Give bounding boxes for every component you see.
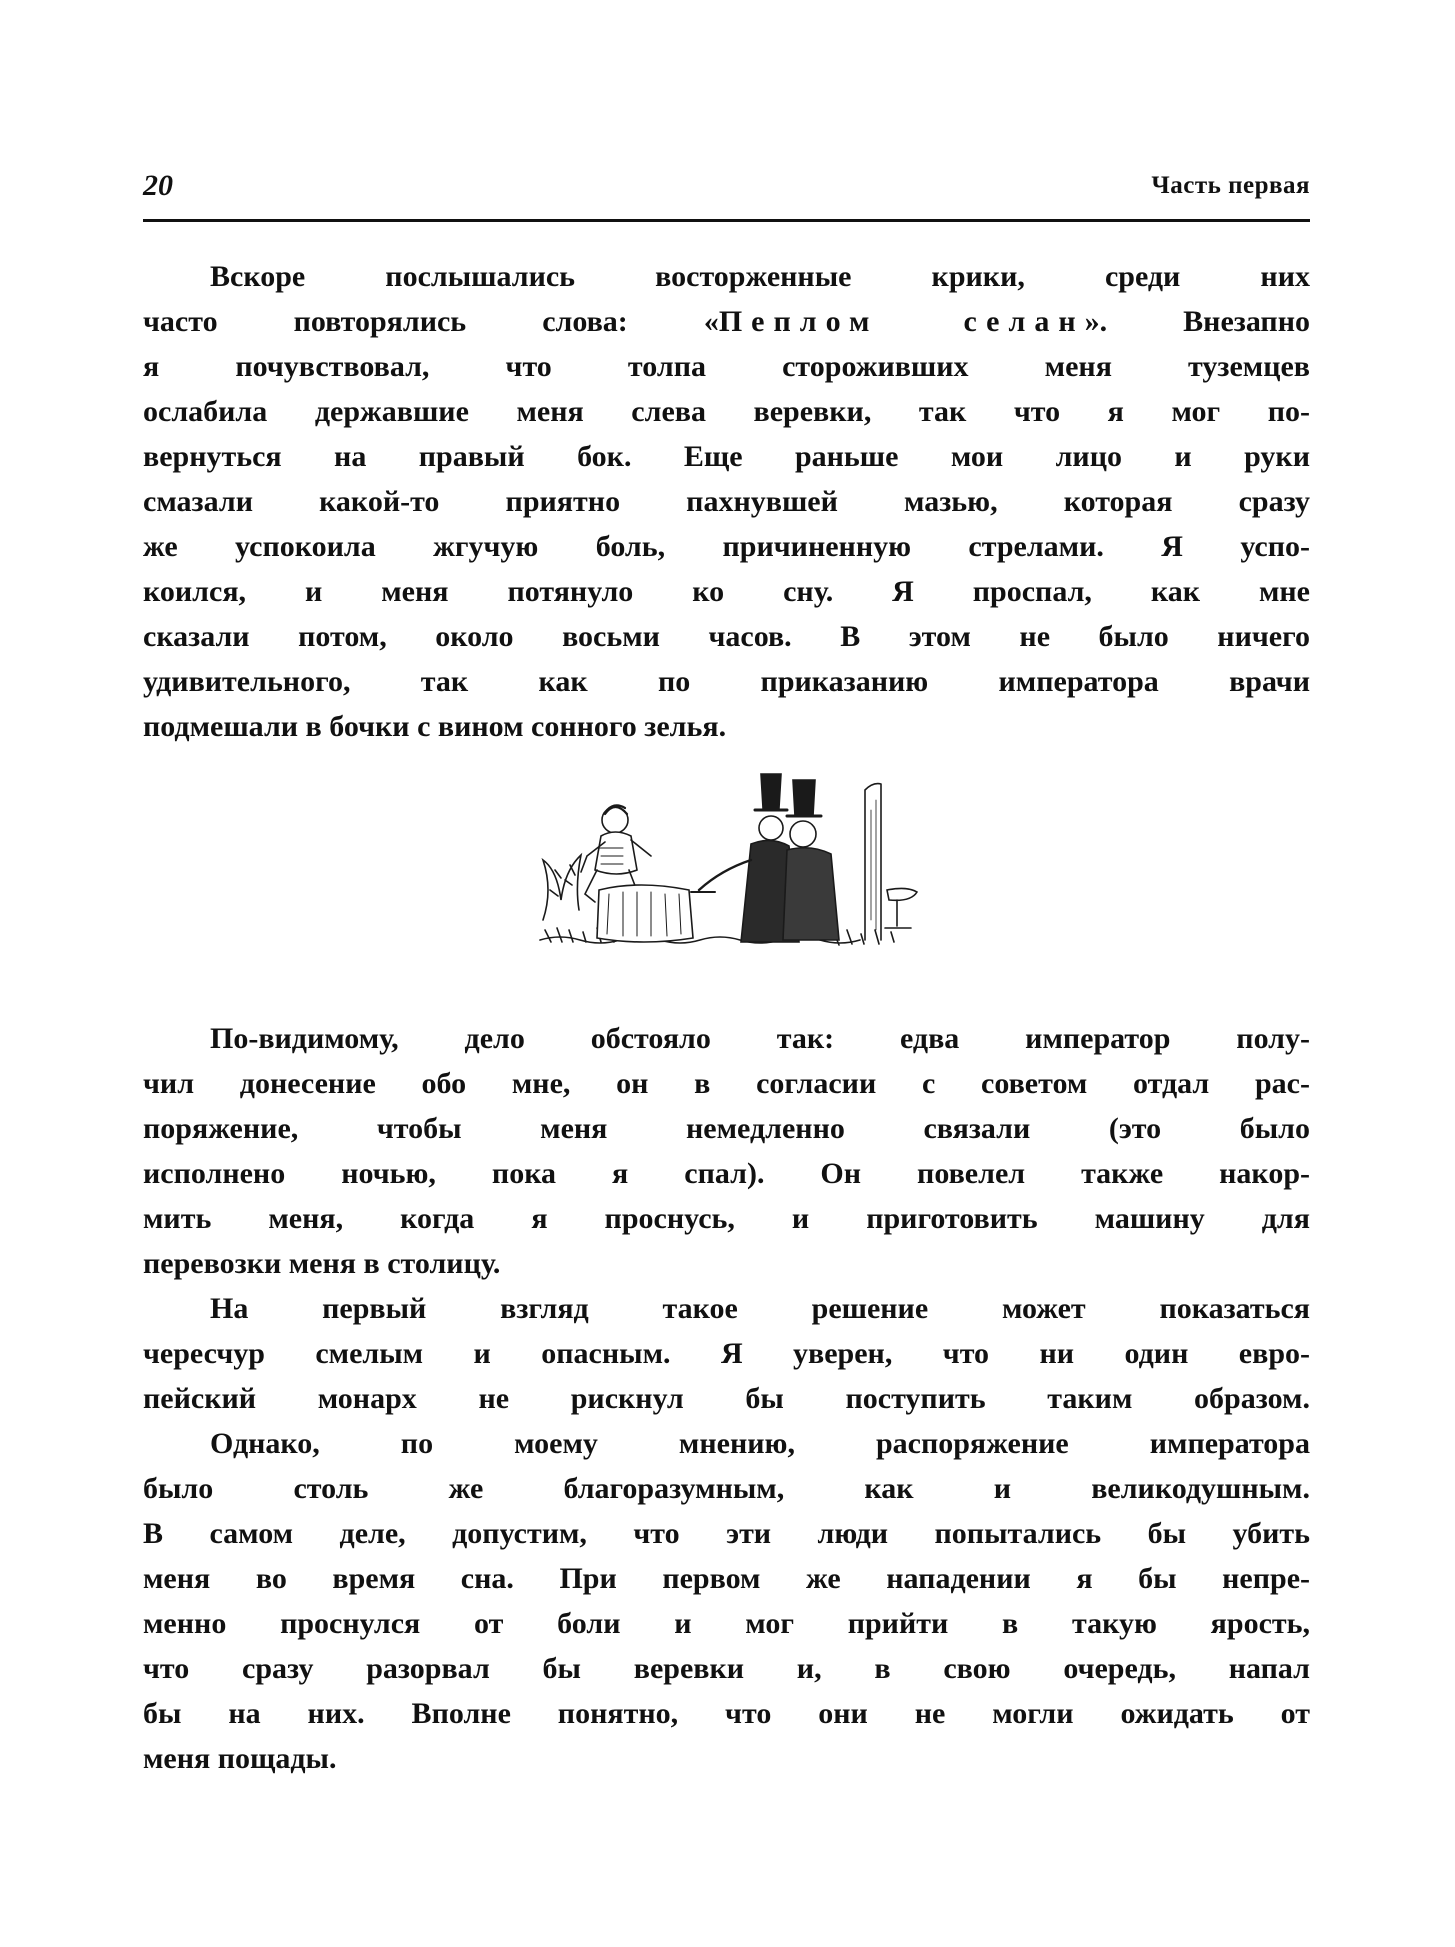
text-line: пейский монарх не рискнул бы поступить таким образом. bbox=[143, 1382, 1310, 1415]
text-line: чересчур смелым и опасным. Я уверен, что ни один евро- bbox=[143, 1337, 1310, 1370]
text-line: часто повторялись слова: «Пеплом селан». Внезапно bbox=[143, 305, 1310, 338]
text-line: чил донесение обо мне, он в согласии с советом отдал рас- bbox=[143, 1067, 1310, 1100]
text-line: В самом деле, допустим, что эти люди попытались бы убить bbox=[143, 1517, 1310, 1550]
text-line: На первый взгляд такое решение может показаться bbox=[210, 1292, 1310, 1325]
text-line: подмешали в бочки с вином сонного зелья. bbox=[143, 710, 727, 743]
text-line: бы на них. Вполне понятно, что они не могли ожидать от bbox=[143, 1697, 1310, 1730]
text-line: Однако, по моему мнению, распоряжение императора bbox=[210, 1427, 1310, 1460]
text-line: смазали какой-то приятно пахнувшей мазью, которая сразу bbox=[143, 485, 1310, 518]
text-line: По-видимому, дело обстояло так: едва император полу- bbox=[210, 1022, 1310, 1055]
text-line: перевозки меня в столицу. bbox=[143, 1247, 501, 1280]
spaced-phrase: Пеплом селан bbox=[718, 305, 1085, 338]
text-line: я почувствовал, что толпа стороживших меня туземцев bbox=[143, 350, 1310, 383]
text-line: коился, и меня потянуло ко сну. Я проспал, как мне bbox=[143, 575, 1310, 608]
text-line: же успокоила жгучую боль, причиненную стрелами. Я успо- bbox=[143, 530, 1310, 563]
paragraph-group bbox=[143, 1016, 1310, 1781]
text-line: поряжение, чтобы меня немедленно связали (это было bbox=[143, 1112, 1310, 1145]
running-title: Часть первая bbox=[1151, 172, 1310, 199]
page-number: 20 bbox=[143, 169, 173, 202]
text-line: мить меня, когда я проснусь, и приготовить машину для bbox=[143, 1202, 1310, 1235]
text-line: что сразу разорвал бы веревки и, в свою очередь, напал bbox=[143, 1652, 1310, 1685]
header-rule bbox=[143, 219, 1310, 222]
text-line: вернуться на правый бок. Еще раньше мои лицо и руки bbox=[143, 440, 1310, 473]
text-line: менно проснулся от боли и мог прийти в такую ярость, bbox=[143, 1607, 1310, 1640]
text-line: ослабила державшие меня слева веревки, так что я мог по- bbox=[143, 395, 1310, 428]
text-line: меня во время сна. При первом же нападении я бы непре- bbox=[143, 1562, 1310, 1595]
page-header bbox=[143, 166, 1310, 216]
vignette-illustration bbox=[535, 770, 923, 952]
text-line: меня пощады. bbox=[143, 1742, 337, 1775]
text-line: исполнено ночью, пока я спал). Он повелел также накор- bbox=[143, 1157, 1310, 1190]
text-line: было столь же благоразумным, как и великодушным. bbox=[143, 1472, 1310, 1505]
paragraph-1 bbox=[143, 254, 1310, 749]
text-line: Вскоре послышались восторженные крики, среди них bbox=[210, 260, 1310, 293]
text-line: сказали потом, около восьми часов. В этом не было ничего bbox=[143, 620, 1310, 653]
text-line: удивительного, так как по приказанию императора врачи bbox=[143, 665, 1310, 698]
